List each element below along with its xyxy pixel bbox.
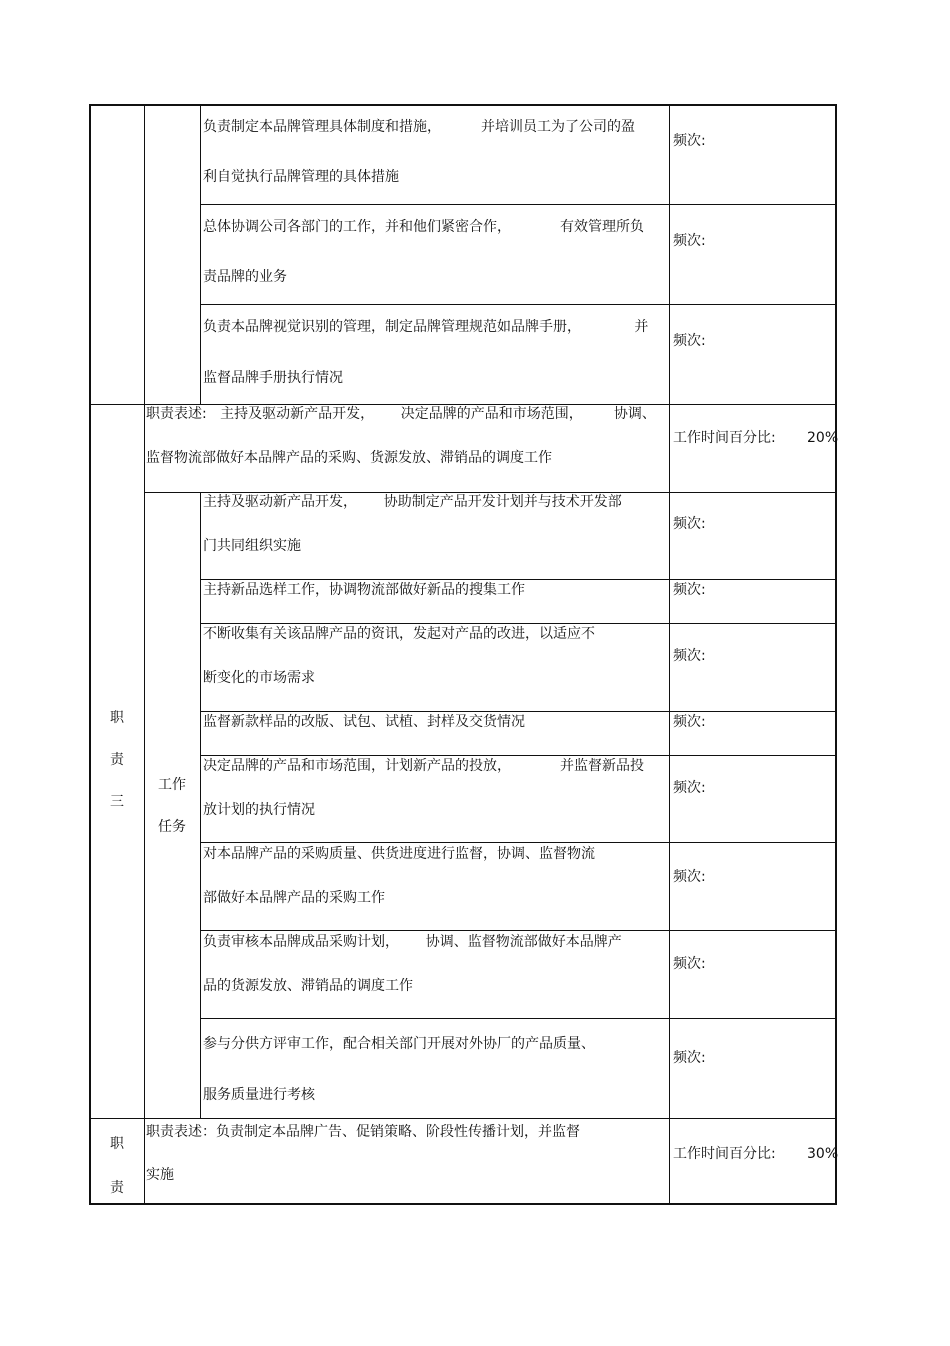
- frequency-label: 频次:: [673, 648, 706, 664]
- time-percentage-label: 工作时间百分比:: [673, 430, 776, 446]
- frequency-label: 频次:: [673, 780, 706, 796]
- duty-label-char: 职: [110, 1136, 124, 1152]
- task-text-line1: 对本品牌产品的采购质量、供货进度进行监督，协调、监督物流: [203, 846, 595, 862]
- frequency-label: 频次:: [673, 133, 706, 149]
- task-text-line1: 总体协调公司各部门的工作，并和他们紧密合作， 有效管理所负: [203, 219, 644, 235]
- duty-label: [90, 1122, 144, 1210]
- row-line: [200, 711, 836, 712]
- time-percentage-label: 工作时间百分比:: [673, 1146, 776, 1162]
- table-border-bottom: [89, 1203, 837, 1205]
- table-border-right: [835, 104, 837, 1205]
- task-text-line1: 决定品牌的产品和市场范围，计划新产品的投放， 并监督新品投: [203, 758, 644, 774]
- row-line: [200, 304, 836, 305]
- task-text-line2: 断变化的市场需求: [203, 670, 315, 686]
- task-text-line2: 责品牌的业务: [203, 269, 287, 285]
- table-border-left: [89, 104, 91, 1205]
- row-line: [200, 623, 836, 624]
- time-percentage-value: 20%: [807, 430, 839, 446]
- work-task-label-line: 工作: [158, 777, 186, 793]
- duty-summary-line1: 职责表述: 主持及驱动新产品开发， 决定品牌的产品和市场范围， 协调、: [146, 406, 656, 422]
- frequency-label: 频次:: [673, 333, 706, 349]
- task-text-line2: 门共同组织实施: [203, 538, 301, 554]
- col-divider-1: [144, 104, 145, 1205]
- row-line: [89, 1118, 837, 1119]
- col-divider-2b: [200, 492, 201, 1118]
- duty-label: [90, 697, 144, 823]
- task-text-line2: 服务质量进行考核: [203, 1087, 315, 1103]
- task-text-line1: 主持新品选样工作，协调物流部做好新品的搜集工作: [203, 582, 525, 598]
- duty-summary-line2: 实施: [146, 1167, 174, 1183]
- table-border-top: [89, 104, 837, 106]
- row-line: [200, 579, 836, 580]
- task-text-line2: 部做好本品牌产品的采购工作: [203, 890, 385, 906]
- work-task-label: [145, 764, 199, 848]
- frequency-label: 频次:: [673, 516, 706, 532]
- row-line: [89, 404, 837, 405]
- task-text-line1: 参与分供方评审工作，配合相关部门开展对外协厂的产品质量、: [203, 1036, 595, 1052]
- task-text-line2: 监督品牌手册执行情况: [203, 370, 343, 386]
- task-text-line1: 主持及驱动新产品开发， 协助制定产品开发计划并与技术开发部: [203, 494, 622, 510]
- work-task-label-line: 任务: [158, 819, 186, 835]
- frequency-label: 频次:: [673, 582, 706, 598]
- row-line: [200, 204, 836, 205]
- duty-summary-line1: 职责表述：负责制定本品牌广告、促销策略、阶段性传播计划，并监督: [146, 1124, 580, 1140]
- duty-label-char: 责: [110, 752, 124, 768]
- duty-label-char: 责: [110, 1180, 124, 1196]
- task-text-line1: 不断收集有关该品牌产品的资讯，发起对产品的改进，以适应不: [203, 626, 595, 642]
- col-divider-3: [669, 104, 670, 1205]
- frequency-label: 频次:: [673, 714, 706, 730]
- task-text-line1: 负责审核本品牌成品采购计划， 协调、监督物流部做好本品牌产: [203, 934, 622, 950]
- task-text-line1: 负责制定本品牌管理具体制度和措施， 并培训员工为了公司的盈: [203, 119, 636, 135]
- row-line: [200, 755, 836, 756]
- frequency-label: 频次:: [673, 233, 706, 249]
- task-text-line1: 监督新款样品的改版、试包、试植、封样及交货情况: [203, 714, 525, 730]
- col-divider-2a: [200, 104, 201, 404]
- duty-label-char: 职: [110, 710, 124, 726]
- row-line: [200, 842, 836, 843]
- duty-label-char: 三: [110, 794, 124, 810]
- task-text-line2: 放计划的执行情况: [203, 802, 315, 818]
- row-line: [200, 1018, 836, 1019]
- frequency-label: 频次:: [673, 869, 706, 885]
- duty-summary-line2: 监督物流部做好本品牌产品的采购、货源发放、滞销品的调度工作: [146, 450, 552, 466]
- task-text-line2: 利自觉执行品牌管理的具体措施: [203, 169, 399, 185]
- task-text-line1: 负责本品牌视觉识别的管理，制定品牌管理规范如品牌手册， 并: [203, 319, 649, 335]
- frequency-label: 频次:: [673, 1050, 706, 1066]
- frequency-label: 频次:: [673, 956, 706, 972]
- row-line: [200, 930, 836, 931]
- time-percentage-value: 30%: [807, 1146, 839, 1162]
- task-text-line2: 品的货源发放、滞销品的调度工作: [203, 978, 413, 994]
- row-line: [144, 492, 836, 493]
